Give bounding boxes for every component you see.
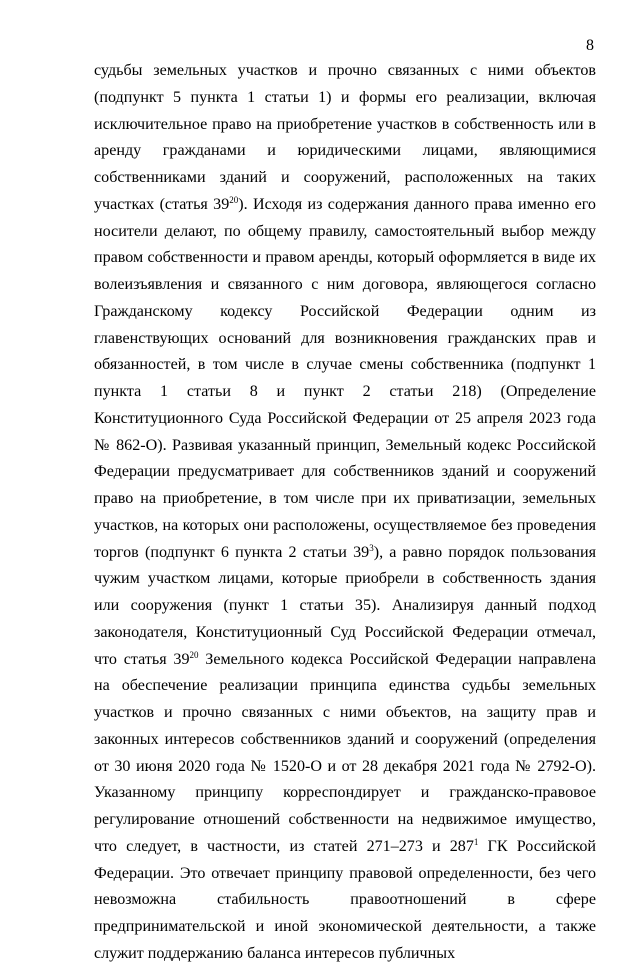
- paragraph-text-1: судьбы земельных участков и прочно связанных с ними объектов (подпункт 5 пункта 1 статьи 1) и формы его реализации, включая исключительное право на приобретение участков в собственность или в аренду гражданами и юридическими лицами, являющимися собственниками зданий и сооружений, расположенных на таких участках (статья 39: [94, 62, 596, 213]
- superscript-1: 1: [473, 836, 479, 847]
- paragraph-text-2: ). Исходя из содержания данного права именно его носители делают, по общему правилу, самостоятельный выбор между правом собственности и правом аренды, который оформляется в виде их волеизъявления и связанного с ним договора, являющегося согласно Гражданскому кодексу Российской Федерации одним из главенствующих оснований для возникновения гражданских прав и обязанностей, в том числе в случае смены собственника (подпункт 1 пункта 1 статьи 8 и пункт 2 статьи 218) (Определение Конституционного Суда Российской Федерации от 25 апреля 2023 года № 862-О). Развивая указанный принцип, Земельный кодекс Российской Федерации предусматривает для собственников зданий и сооружений право на приобретение, в том числе при их приватизации, земельных участков, на которых они расположены, осуществляемое без проведения торгов (подпункт 6 пункта 2 статьи 39: [94, 195, 596, 561]
- page-number: 8: [586, 37, 594, 54]
- paragraph-text-5: ГК Российской Федерации. Это отвечает принципу правовой определенности, без чего невозможна стабильность правоотношений в сфере предпринимательской и иной экономической деятельности, а также служит поддержанию баланса интересов публичных: [94, 837, 597, 962]
- body-paragraph: [94, 58, 596, 968]
- superscript-20-a: 20: [229, 194, 239, 205]
- paragraph-text-4: Земельного кодекса Российской Федерации направлена на обеспечение реализации принципа единства судьбы земельных участков и прочно связанных с ними объектов, на защиту прав и законных интересов собственников зданий и сооружений (определения от 30 июня 2020 года № 1520-О и от 28 декабря 2021 года № 2792-О). Указанному принципу корреспондирует и гражданско-правовое регулирование отношений собственности на недвижимое имущество, что следует, в частности, из статей 271–273 и 287: [94, 650, 596, 855]
- superscript-20-b: 20: [189, 649, 199, 660]
- paragraph-text-3: ), а равно порядок пользования чужим участком лицами, которые приобрели в собственность здания или сооружения (пункт 1 статьи 35). Анализируя данный подход законодателя, Конституционный Суд Российской Федерации отмечал, что статья 39: [94, 543, 596, 668]
- superscript-3: 3: [369, 542, 374, 553]
